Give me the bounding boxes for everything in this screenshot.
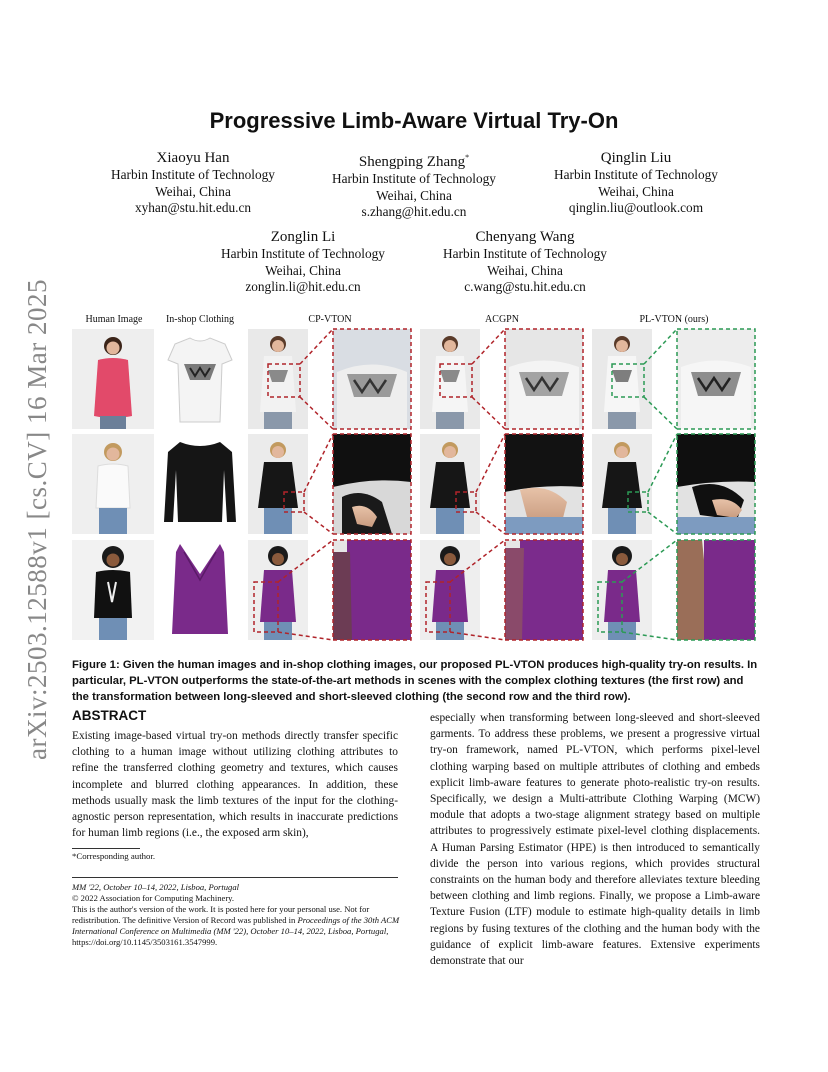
acgpn-zoom-2 [476,434,583,534]
copyright-notice: This is the author's version of the work. It is posted here for your personal use. Not for redistribution. The definitive Version of Record was published in Proceedings of the 30th ACM International Conference on Multimedia (MM '22), October 10–14, 2022, Lisboa, Portugal, https://doi.org/10.1145/3503161.3547999. [72,904,400,947]
copyright-block [72,882,402,948]
author-affiliation: Harbin Institute of Technology [221,246,385,261]
in-shop-clothing-2 [160,434,240,534]
copyright-holder: © 2022 Association for Computing Machinery. [72,893,235,903]
author-block [93,149,293,217]
cp-vton-result-2 [248,434,308,534]
copyright-rule [72,877,398,878]
author-email[interactable]: zonglin.li@hit.edu.cn [245,279,361,294]
acgpn-zoom-1 [472,329,583,429]
row-2 [72,434,755,534]
author-name: Chenyang Wang [475,229,575,245]
cp-vton-zoom-2 [304,434,411,534]
cp-vton-result-3 [248,540,308,640]
author-location: Weihai, China [487,262,563,278]
conference-line: MM '22, October 10–14, 2022, Lisboa, Portugal [72,882,240,892]
column-header-cp-vton: CP-VTON [308,314,352,325]
acgpn-result-2 [420,434,480,534]
pl-vton-result-2 [592,434,652,534]
paper-title: Progressive Limb-Aware Virtual Try-On [209,108,619,133]
abstract-text-right: especially when transforming between long-sleeved and short-sleeved garments. To address these problems, we present a progressive virtual try-on framework, named PL-VTON, which performs pixel-level clothing warping based on multiple attributes of clothing and embeds explicit limb-aware features to generate photo-realistic try-on results. Specifically, we design a Multi-attribute Clothing Warping (MCW) module that adopts a two-stage alignment strategy based on multiple attributes to progressively estimate pixel-level clothing displacements. A Human Parsing Estimator (HPE) is then introduced to semantically divide the person into various regions, which provides structural constraints on the human body and therefore alleviates texture bleeding between clothing and limb regions. Finally, we propose a Limb-aware Texture Fusion (LTF) module to estimate high-quality details in limb regions by fusing textures of the clothing and the human body with the guidance of explicit limb-aware features. Extensive experiments demonstrate that our [430,712,760,968]
author-email[interactable]: c.wang@stu.hit.edu.cn [464,279,586,294]
human-image-3 [72,540,154,640]
pl-vton-zoom-2 [648,434,755,534]
author-location: Weihai, China [598,183,674,199]
column-header-acgpn: ACGPN [485,314,519,325]
pl-vton-result-3 [592,540,652,640]
human-image-2 [72,434,154,534]
in-shop-clothing-1 [160,329,240,429]
author-block [314,149,514,221]
acgpn-result-3 [420,540,480,640]
proceedings-name: Proceedings of the 30th ACM International Conference on Multimedia (MM '22), October 10–14, 2022, Lisboa, Portugal [72,915,400,936]
author-name: Zonglin Li [270,229,336,245]
author-email[interactable]: qinglin.liu@outlook.com [568,200,704,215]
author-block [203,228,403,296]
author-block [425,228,625,296]
arxiv-watermark: arXiv:2503.12588v1 [cs.CV] 16 Mar 2025 [22,279,52,760]
cp-vton-zoom-1 [300,329,411,429]
author-location: Weihai, China [155,183,231,199]
pl-vton-result-1 [592,329,652,429]
author-affiliation: Harbin Institute of Technology [111,167,275,182]
footnote: *Corresponding author. [72,851,156,861]
author-name: Shengping Zhang [358,154,466,170]
author-location: Weihai, China [265,262,341,278]
figure-image-grid [72,312,762,645]
in-shop-clothing-3 [160,540,240,640]
doi-link[interactable]: , https://doi.org/10.1145/3503161.3547999. [72,926,389,947]
author-name: Qinglin Liu [600,150,672,166]
author-email[interactable]: s.zhang@hit.edu.cn [361,204,467,219]
abstract-heading: ABSTRACT [72,708,147,723]
author-affiliation: Harbin Institute of Technology [332,171,496,186]
acgpn-result-1 [420,329,480,429]
corresponding-mark: * [465,153,470,162]
column-header-in-shop-clothing: In-shop Clothing [165,314,235,325]
cp-vton-result-1 [248,329,308,429]
human-image-1 [72,329,154,429]
column-header-human-image: Human Image [85,314,143,325]
figure-caption: Figure 1: Given the human images and in-shop clothing images, our proposed PL-VTON produces high-quality try-on results. In particular, PL-VTON outperforms the state-of-the-art methods in scenes with the complex clothing textures (the first row) and the transformation between long-sleeved and short-sleeved clothing (the second row and the third row). [72,659,758,703]
abstract-text-left: Existing image-based virtual try-on methods directly transfer specific clothing to a human image without utilizing clothing attributes to refine the transferred clothing geometry and textures, which causes incomplete and blurred clothing appearances. In addition, these methods usually mask the limb textures of the input for the clothing-agnostic person representation, which results in inaccurate predictions for human limb regions (i.e., the exposed arm skin), [72,730,398,840]
author-name: Xiaoyu Han [156,150,230,166]
footnote-rule [72,848,140,849]
author-affiliation: Harbin Institute of Technology [443,246,607,261]
author-email[interactable]: xyhan@stu.hit.edu.cn [134,200,252,215]
author-affiliation: Harbin Institute of Technology [554,167,718,182]
pl-vton-zoom-1 [644,329,755,429]
row-1 [72,329,755,429]
author-location: Weihai, China [376,187,452,203]
row-3 [72,540,755,640]
column-header-pl-vton: PL-VTON (ours) [639,314,709,325]
author-block [536,149,736,217]
figure-1 [72,312,762,645]
